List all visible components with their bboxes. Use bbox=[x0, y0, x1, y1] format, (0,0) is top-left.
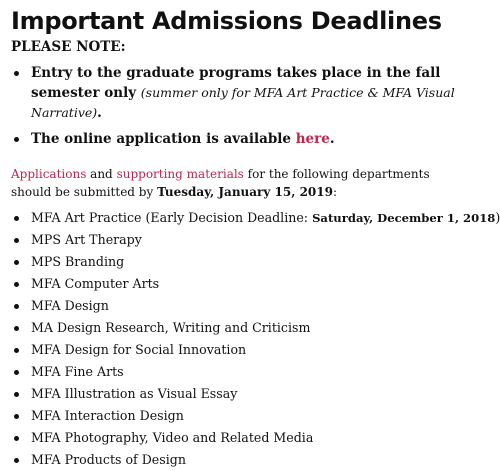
early-decision-date: Saturday, December 1, 2018 bbox=[312, 211, 496, 225]
list-item bbox=[11, 251, 465, 273]
list-item bbox=[11, 449, 465, 471]
deadline-date: Tuesday, January 15, 2019 bbox=[157, 185, 333, 199]
note-fall-entry-aside: (summer only for MFA Art Practice & MFA Visual Narrative) bbox=[31, 85, 455, 120]
bullet-icon bbox=[14, 282, 19, 287]
list-item bbox=[11, 339, 465, 361]
note-item-fall-entry bbox=[11, 64, 465, 123]
department-name: MFA Illustration as Visual Essay bbox=[31, 386, 238, 401]
departments-list bbox=[11, 207, 500, 471]
bullet-icon bbox=[14, 304, 19, 309]
list-item bbox=[11, 405, 465, 427]
application-here-link[interactable]: here bbox=[295, 131, 330, 147]
bullet-icon bbox=[14, 238, 19, 243]
bullet-icon bbox=[14, 137, 19, 142]
bullet-icon bbox=[14, 436, 19, 441]
list-item bbox=[11, 273, 465, 295]
department-name: MA Design Research, Writing and Criticism bbox=[31, 320, 311, 335]
page bbox=[11, 6, 500, 471]
bullet-icon bbox=[14, 348, 19, 353]
department-name: MFA Products of Design bbox=[31, 452, 186, 467]
department-name: MFA Photography, Video and Related Media bbox=[31, 430, 314, 445]
department-name: MPS Art Therapy bbox=[31, 232, 142, 247]
bullet-icon bbox=[14, 260, 19, 265]
note-item-online-application bbox=[11, 130, 465, 149]
bullet-icon bbox=[14, 414, 19, 419]
note-fall-entry-text: Entry to the graduate programs takes place in the fall semester only bbox=[31, 65, 441, 101]
note-heading: PLEASE NOTE: bbox=[11, 39, 126, 55]
list-item bbox=[11, 361, 465, 383]
list-item bbox=[11, 295, 465, 317]
bullet-icon bbox=[14, 458, 19, 463]
list-item bbox=[11, 427, 465, 449]
list-item bbox=[11, 317, 465, 339]
list-item bbox=[11, 207, 500, 229]
department-name: MFA Computer Arts bbox=[31, 276, 160, 291]
intro-paragraph bbox=[11, 165, 465, 201]
list-item bbox=[11, 229, 465, 251]
list-item bbox=[11, 383, 465, 405]
department-close: ) bbox=[495, 210, 500, 225]
bullet-icon bbox=[14, 326, 19, 331]
intro-and: and bbox=[86, 167, 117, 181]
page-title: Important Admissions Deadlines bbox=[11, 7, 442, 35]
department-name: MFA Design bbox=[31, 298, 109, 313]
bullet-icon bbox=[14, 392, 19, 397]
bullet-icon bbox=[14, 216, 19, 221]
note-online-application-text: The online application is available bbox=[31, 131, 291, 147]
intro-rest: for the following departments should be submitted by bbox=[11, 167, 430, 199]
department-name: MFA Interaction Design bbox=[31, 408, 184, 423]
note-online-application-end: . bbox=[329, 131, 335, 147]
notes-list bbox=[11, 64, 465, 149]
note-fall-entry-end: . bbox=[97, 105, 102, 121]
intro-colon: : bbox=[332, 185, 338, 199]
applications-link[interactable]: Applications bbox=[11, 167, 87, 181]
department-name: MFA Art Practice (Early Decision Deadline: bbox=[31, 210, 313, 225]
bullet-icon bbox=[14, 370, 19, 375]
bullet-icon bbox=[14, 71, 19, 76]
department-name: MPS Branding bbox=[31, 254, 125, 269]
department-name: MFA Design for Social Innovation bbox=[31, 342, 247, 357]
supporting-materials-link[interactable]: supporting materials bbox=[116, 167, 244, 181]
department-name: MFA Fine Arts bbox=[31, 364, 124, 379]
